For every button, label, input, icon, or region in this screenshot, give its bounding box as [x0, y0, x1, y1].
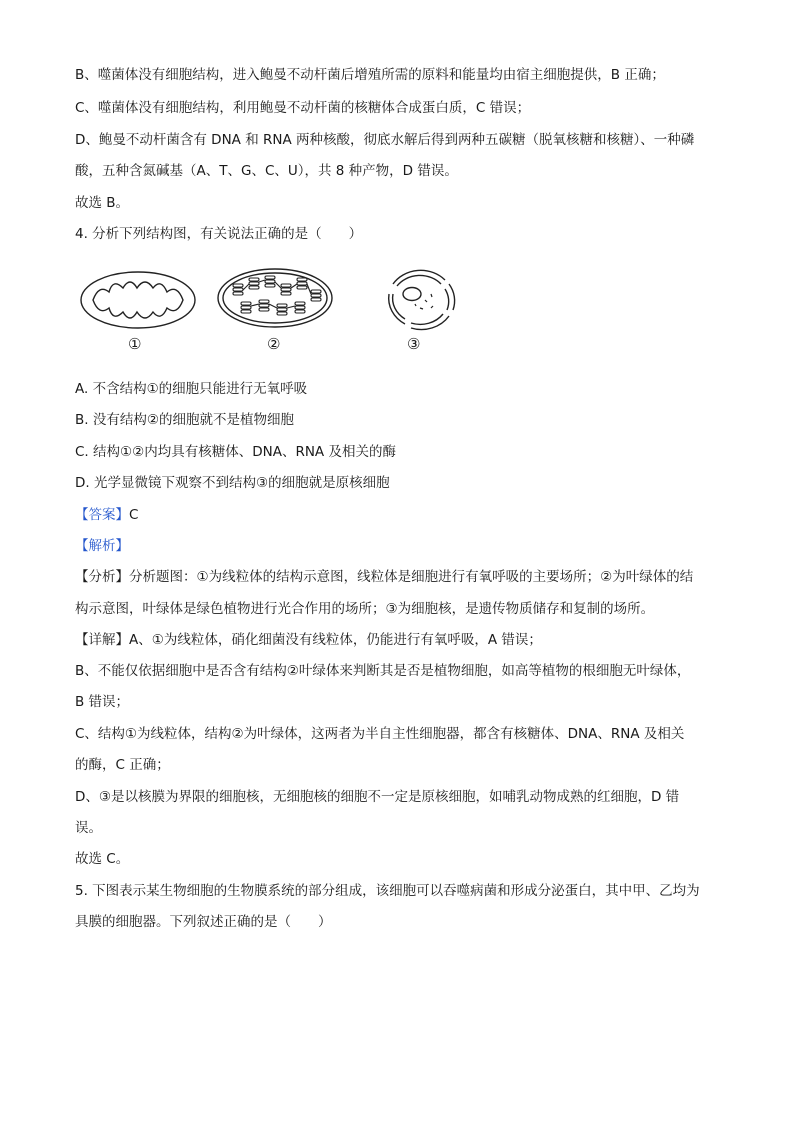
prev-answer-c: C、噬菌体没有细胞结构，利用鲍曼不动杆菌的核糖体合成蛋白质，C 错误； — [75, 100, 531, 116]
structure-figure — [75, 262, 475, 362]
xiangjie-c-line1: C、结构①为线粒体，结构②为叶绿体，这两者为半自主性细胞器，都含有核糖体、DNA、RNA 及相关 — [75, 726, 685, 742]
fenxi-tag: 【分析】 — [75, 569, 129, 585]
prev-answer-d-line1: D、鲍曼不动杆菌含有 DNA 和 RNA 两种核酸，彻底水解后得到两种五碳糖（脱氧核糖和核糖）、一种磷 — [75, 132, 695, 148]
question-4-stem: 4. 分析下列结构图，有关说法正确的是（ ） — [75, 226, 363, 242]
xiangjie-c-line2: 的酶，C 正确； — [75, 757, 170, 773]
option-b: B. 没有结构②的细胞就不是植物细胞 — [75, 412, 294, 428]
answer-value: C — [129, 507, 139, 523]
chloroplast-diagram — [218, 269, 332, 327]
option-a: A. 不含结构①的细胞只能进行无氧呼吸 — [75, 381, 308, 397]
question-5-stem-line2: 具膜的细胞器。下列叙述正确的是（ ） — [75, 914, 332, 930]
prev-answer-d-line2: 酸，五种含氮碱基（A、T、G、C、U），共 8 种产物，D 错误。 — [75, 163, 458, 179]
xiangjie-line-a — [75, 631, 735, 649]
question-5-stem-line1: 5. 下图表示某生物细胞的生物膜系统的部分组成，该细胞可以吞噬病菌和形成分泌蛋白，其中甲、乙均为 — [75, 883, 700, 899]
prev-answer-b: B、噬菌体没有细胞结构，进入鲍曼不动杆菌后增殖所需的原料和能量均由宿主细胞提供，B 正确； — [75, 67, 665, 83]
figure-label-1: ① — [128, 335, 142, 353]
xiangjie-a-text: A、①为线粒体，硝化细菌没有线粒体，仍能进行有氧呼吸，A 错误； — [129, 632, 542, 648]
xiangjie-d-line2: 误。 — [75, 820, 102, 836]
nucleus-diagram — [389, 270, 455, 329]
xiangjie-b-line1: B、不能仅依据细胞中是否含有结构②叶绿体来判断其是否是植物细胞，如高等植物的根细胞无叶绿体， — [75, 663, 691, 679]
answer-tag: 【答案】 — [75, 507, 129, 523]
xiangjie-d-line1: D、③是以核膜为界限的细胞核，无细胞核的细胞不一定是原核细胞，如哺乳动物成熟的红细胞，D 错 — [75, 789, 680, 805]
fenxi-line2: 构示意图，叶绿体是绿色植物进行光合作用的场所；③为细胞核，是遗传物质储存和复制的场所。 — [75, 601, 655, 617]
figure-label-3: ③ — [407, 335, 421, 353]
prev-answer-choose: 故选 B。 — [75, 195, 130, 211]
xiangjie-tag: 【详解】 — [75, 632, 129, 648]
q4-choose: 故选 C。 — [75, 851, 130, 867]
fenxi-text: 分析题图：①为线粒体的结构示意图，线粒体是细胞进行有氧呼吸的主要场所；②为叶绿体的结 — [129, 569, 694, 585]
option-d: D. 光学显微镜下观察不到结构③的细胞就是原核细胞 — [75, 475, 390, 491]
answer-line — [75, 506, 735, 524]
mitochondrion-diagram — [81, 272, 195, 328]
fenxi-line1 — [75, 568, 735, 586]
xiangjie-b-line2: B 错误； — [75, 694, 130, 710]
figure-label-2: ② — [267, 335, 281, 353]
option-c: C. 结构①②内均具有核糖体、DNA、RNA 及相关的酶 — [75, 444, 396, 460]
analysis-tag: 【解析】 — [75, 538, 129, 554]
